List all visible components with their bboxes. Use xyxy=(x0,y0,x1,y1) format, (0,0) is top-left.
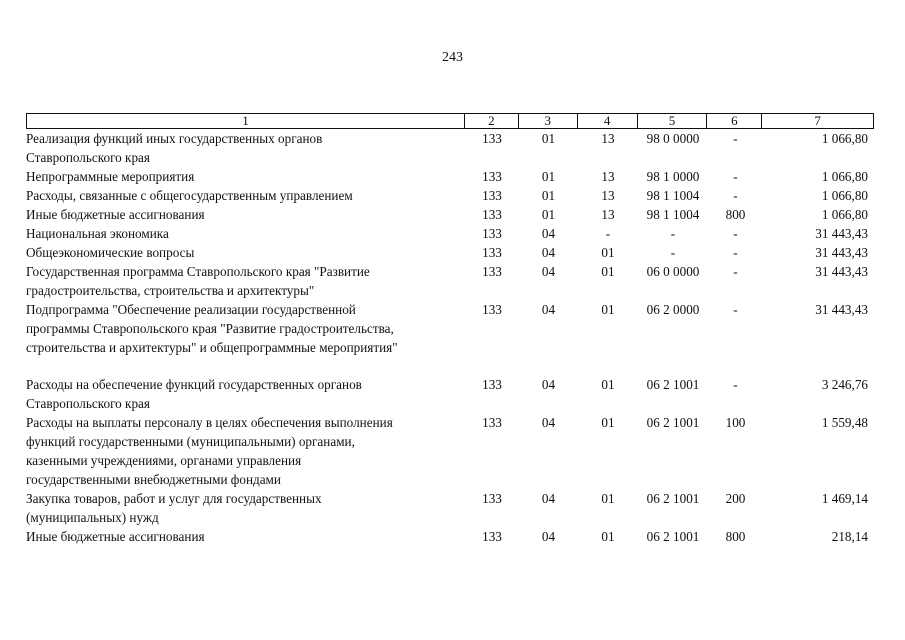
row-name-line: Непрограммные мероприятия xyxy=(26,169,195,184)
page-number: 243 xyxy=(442,50,463,65)
row-name xyxy=(26,224,465,243)
row-code-6: 200 xyxy=(725,491,746,506)
row-name-line: Подпрограмма "Обеспечение реализации государственной xyxy=(26,302,356,317)
row-code-6: - xyxy=(733,377,738,392)
row-amount: 1 066,80 xyxy=(821,188,868,203)
row-code-4: 01 xyxy=(601,415,615,430)
row-code-2: 133 xyxy=(482,491,502,506)
row-name-line: Закупка товаров, работ и услуг для государственных xyxy=(26,491,322,506)
row-name-line: Расходы на выплаты персоналу в целях обеспечения выполнения xyxy=(26,415,393,430)
row-name-line: государственными внебюджетными фондами xyxy=(26,472,281,487)
table-row xyxy=(26,489,874,527)
table-row xyxy=(26,243,874,262)
header-col-1: 1 xyxy=(27,114,465,128)
row-name xyxy=(26,205,465,224)
header-col-4: 4 xyxy=(578,114,638,128)
row-code-4: 01 xyxy=(601,264,615,279)
row-code-4: 01 xyxy=(601,245,615,260)
row-code-6: - xyxy=(733,226,738,241)
row-code-4: 13 xyxy=(601,188,615,203)
row-code-2: 133 xyxy=(482,207,502,222)
row-code-4: 01 xyxy=(601,491,615,506)
row-code-4: 01 xyxy=(601,529,615,544)
row-name-line: казенными учреждениями, органами управления xyxy=(26,453,302,468)
budget-table xyxy=(26,113,874,546)
row-code-3: 01 xyxy=(541,169,556,184)
row-name-line: Расходы на обеспечение функций государственных органов xyxy=(26,377,362,392)
table-body xyxy=(26,129,874,546)
row-name xyxy=(26,243,465,262)
row-code-5: 98 1 0000 xyxy=(646,169,700,184)
row-code-6: - xyxy=(733,264,738,279)
row-name-line: Ставропольского края xyxy=(26,150,150,165)
row-amount: 31 443,43 xyxy=(815,302,868,317)
row-code-5: 06 2 1001 xyxy=(646,491,700,506)
row-code-6: - xyxy=(733,245,738,260)
row-amount: 1 066,80 xyxy=(821,169,868,184)
row-code-5: - xyxy=(670,245,676,260)
row-name-line: (муниципальных) нужд xyxy=(26,510,159,525)
row-code-2: 133 xyxy=(482,131,502,146)
row-code-2: 133 xyxy=(482,188,502,203)
row-amount: 1 066,80 xyxy=(821,131,868,146)
header-col-5: 5 xyxy=(638,114,708,128)
row-amount: 3 246,76 xyxy=(821,377,868,392)
row-name-line: Реализация функций иных государственных органов xyxy=(26,131,323,146)
row-code-3: 01 xyxy=(541,131,556,146)
table-row xyxy=(26,262,874,300)
row-code-3: 04 xyxy=(541,377,556,392)
row-code-6: 800 xyxy=(725,207,746,222)
row-name-line: Ставропольского края xyxy=(26,396,150,411)
header-col-7: 7 xyxy=(814,113,821,128)
row-code-6: - xyxy=(733,131,738,146)
row-name-line: Расходы, связанные с общегосударственным управлением xyxy=(26,188,353,203)
row-name xyxy=(26,262,465,300)
row-code-3: 04 xyxy=(541,415,556,430)
row-amount: 218,14 xyxy=(831,529,868,544)
row-name-line: функций государственными (муниципальными) органами, xyxy=(26,434,355,449)
row-code-5: 98 1 1004 xyxy=(646,188,700,203)
row-name-line: Иные бюджетные ассигнования xyxy=(26,529,205,544)
table-row xyxy=(26,413,874,489)
row-code-2: 133 xyxy=(482,264,502,279)
row-code-4: 01 xyxy=(601,377,615,392)
row-code-2: 133 xyxy=(482,226,502,241)
row-code-6: - xyxy=(733,169,738,184)
row-code-2: 133 xyxy=(482,245,502,260)
row-code-4: 13 xyxy=(601,169,615,184)
table-row xyxy=(26,300,874,357)
row-code-3: 04 xyxy=(541,245,556,260)
row-code-6: - xyxy=(733,302,738,317)
table-row xyxy=(26,205,874,224)
row-name-line: программы Ставропольского края "Развитие градостроительства, xyxy=(26,321,394,336)
table-row xyxy=(26,129,874,167)
row-code-5: 06 2 1001 xyxy=(646,529,700,544)
row-name xyxy=(26,129,465,167)
header-col-6: 6 xyxy=(707,114,762,128)
row-name-line: Государственная программа Ставропольского края "Развитие xyxy=(26,264,370,279)
table-row xyxy=(26,186,874,205)
table-row xyxy=(26,167,874,186)
row-code-2: 133 xyxy=(482,529,502,544)
row-code-6: - xyxy=(733,188,738,203)
row-name xyxy=(26,413,465,489)
row-name-line: градостроительства, строительства и архитектуры" xyxy=(26,283,315,298)
header-col-3: 3 xyxy=(519,114,578,128)
table-row xyxy=(26,224,874,243)
row-code-6: 800 xyxy=(725,529,746,544)
row-amount: 31 443,43 xyxy=(815,264,868,279)
row-name xyxy=(26,489,465,527)
row-name xyxy=(26,167,465,186)
row-code-2: 133 xyxy=(482,302,502,317)
row-code-5: 98 0 0000 xyxy=(646,131,700,146)
row-name-line: Иные бюджетные ассигнования xyxy=(26,207,205,222)
row-code-5: 06 0 0000 xyxy=(646,264,700,279)
table-row xyxy=(26,375,874,413)
row-code-2: 133 xyxy=(482,169,502,184)
row-name xyxy=(26,300,465,357)
row-code-4: - xyxy=(605,226,611,241)
row-code-2: 133 xyxy=(482,377,502,392)
row-name xyxy=(26,186,465,205)
row-code-6: 100 xyxy=(725,415,746,430)
row-code-3: 01 xyxy=(541,207,556,222)
table-row xyxy=(26,527,874,546)
row-name-line: Общеэкономические вопросы xyxy=(26,245,195,260)
row-code-4: 01 xyxy=(601,302,615,317)
row-amount: 31 443,43 xyxy=(815,226,868,241)
row-amount: 1 469,14 xyxy=(821,491,868,506)
row-amount: 1 066,80 xyxy=(821,207,868,222)
row-name-line: Национальная экономика xyxy=(26,226,169,241)
row-name-line: строительства и архитектуры" и общепрограммные мероприятия" xyxy=(26,340,398,355)
row-code-5: 06 2 0000 xyxy=(646,302,700,317)
row-name xyxy=(26,375,465,413)
row-code-4: 13 xyxy=(601,207,615,222)
row-code-5: 06 2 1001 xyxy=(646,377,700,392)
row-amount: 31 443,43 xyxy=(815,245,868,260)
row-code-3: 04 xyxy=(541,529,556,544)
row-code-3: 04 xyxy=(541,226,556,241)
row-code-2: 133 xyxy=(482,415,502,430)
row-code-3: 04 xyxy=(541,302,556,317)
row-code-3: 04 xyxy=(541,491,556,506)
row-amount: 1 559,48 xyxy=(821,415,868,430)
table-header-row xyxy=(26,113,874,129)
row-code-5: 98 1 1004 xyxy=(646,207,700,222)
row-code-5: 06 2 1001 xyxy=(646,415,700,430)
header-col-2: 2 xyxy=(465,114,519,128)
row-code-3: 04 xyxy=(541,264,556,279)
row-name xyxy=(26,527,465,546)
row-code-3: 01 xyxy=(541,188,556,203)
row-code-4: 13 xyxy=(601,131,615,146)
row-code-5: - xyxy=(670,226,676,241)
